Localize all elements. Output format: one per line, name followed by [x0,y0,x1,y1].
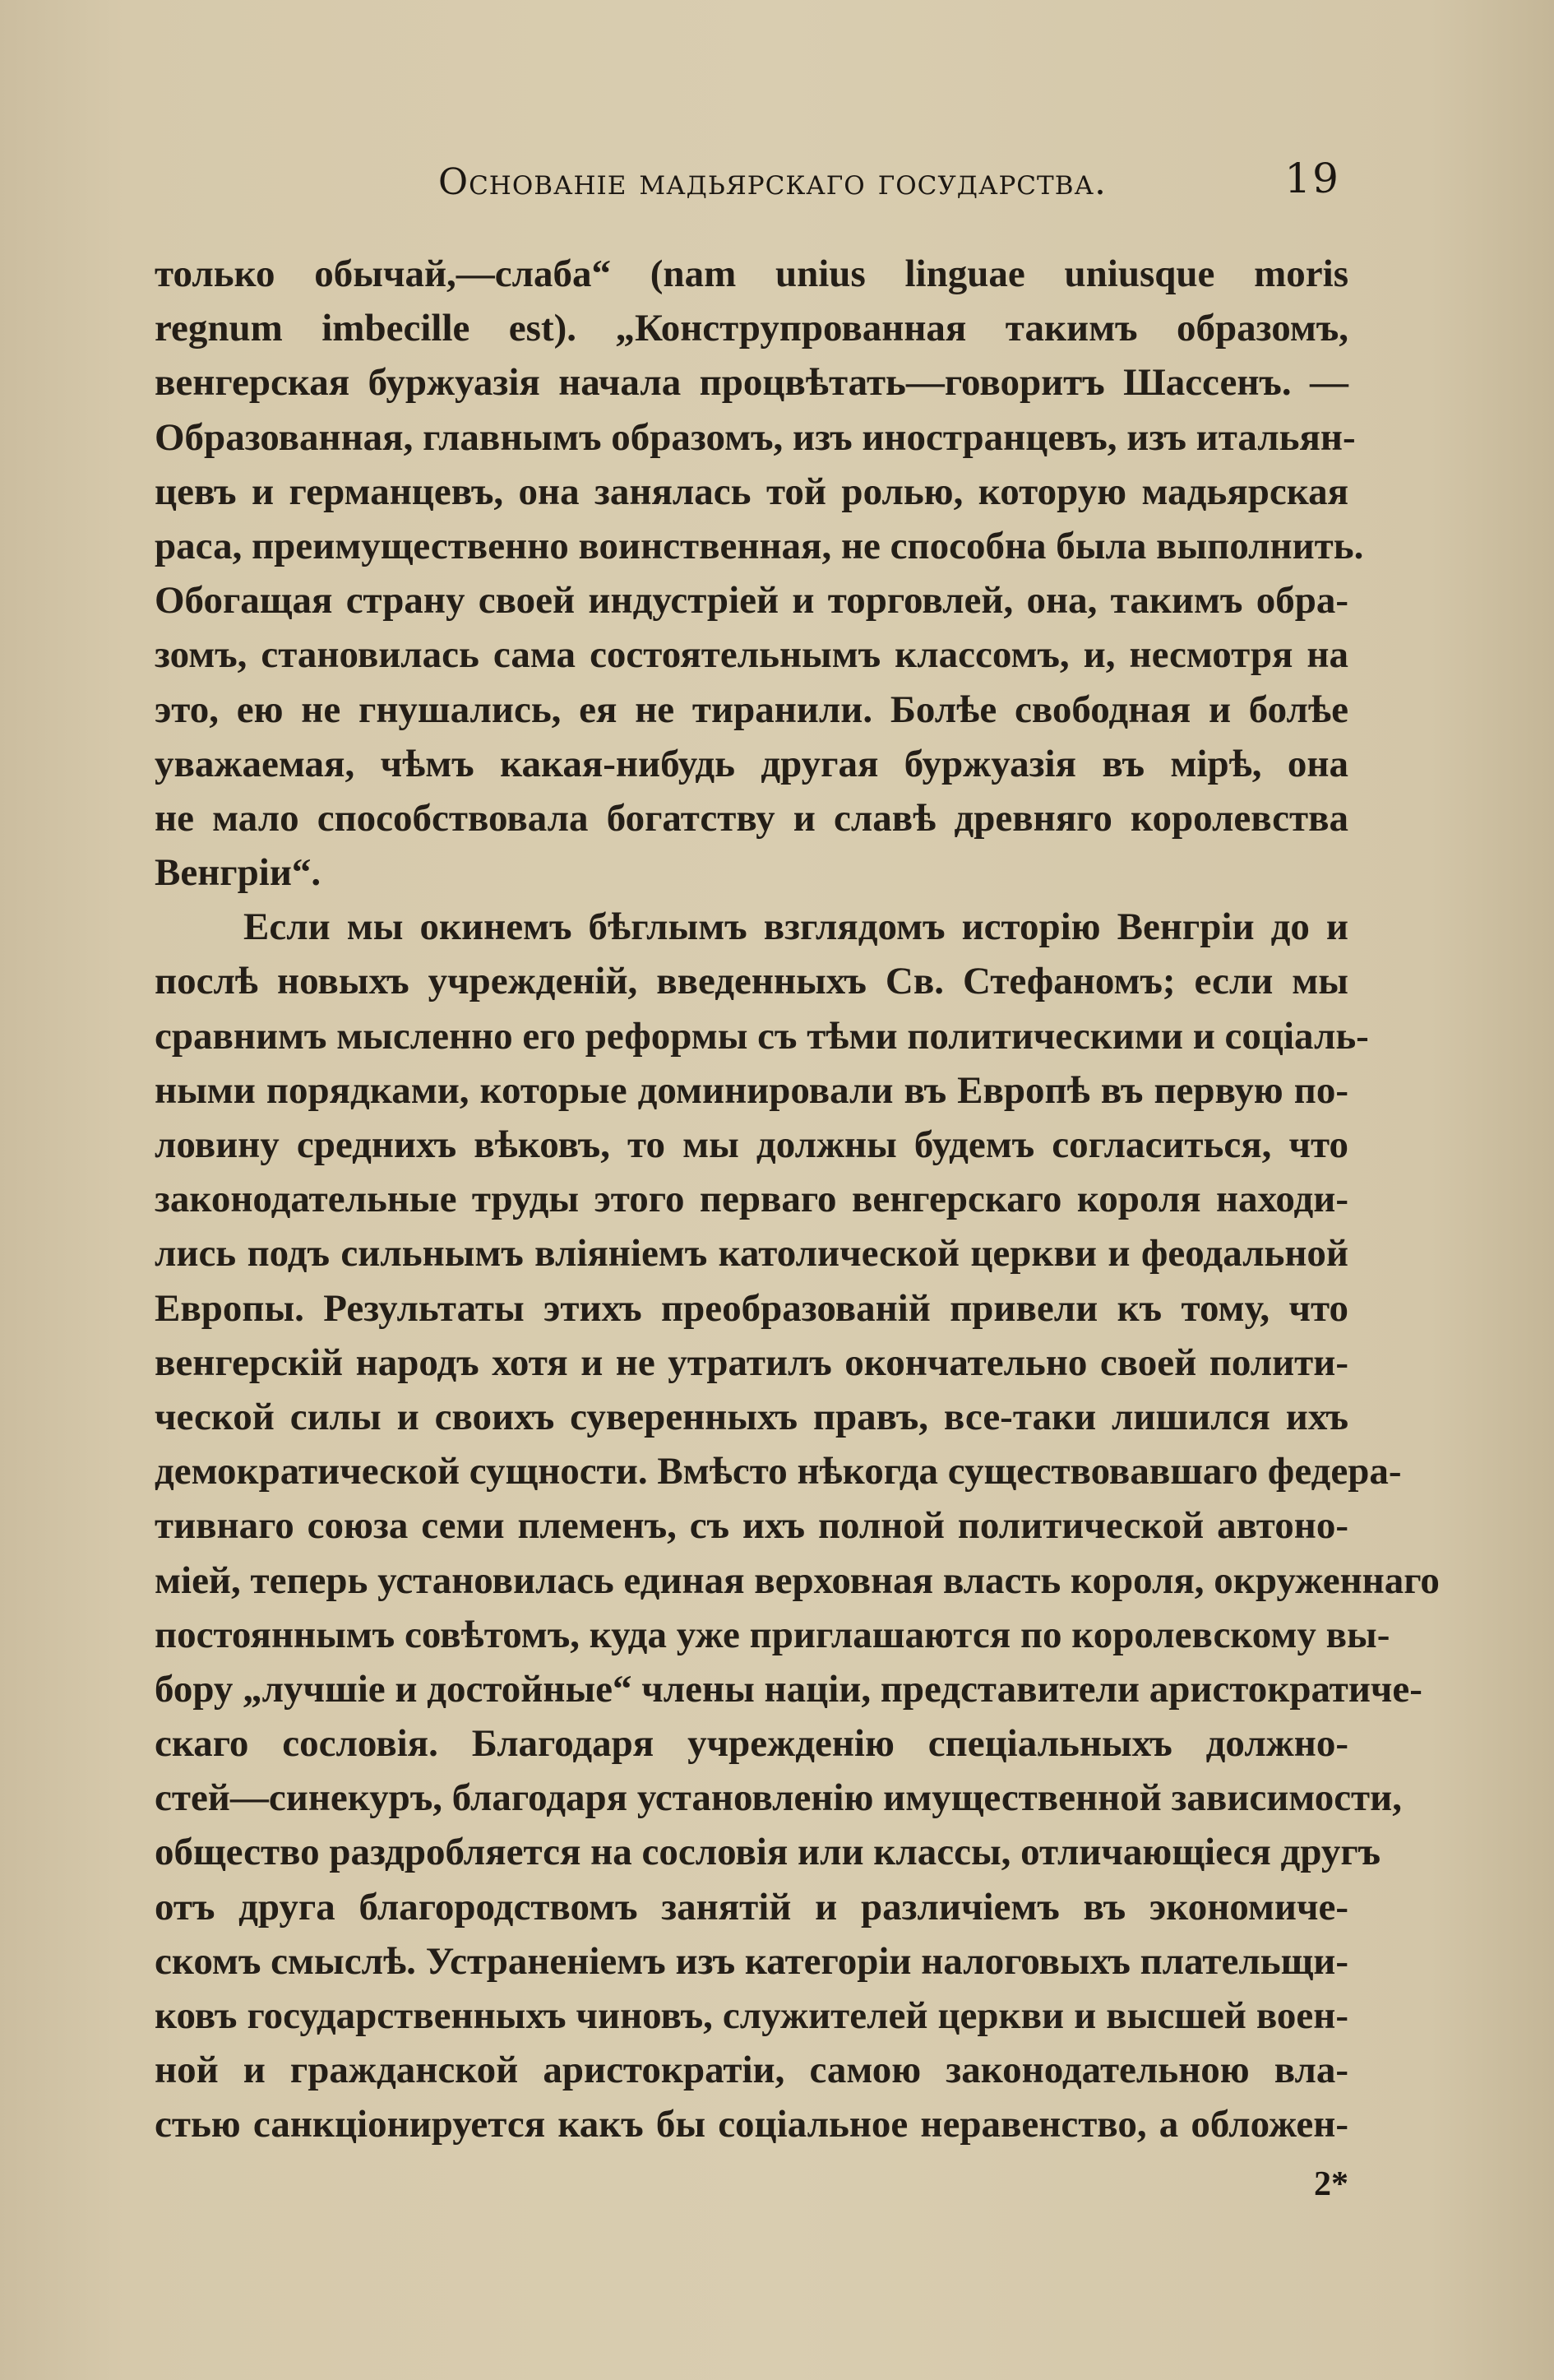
text-line: цевъ и германцевъ, она занялась той ролью, которую мадьярская [155,470,1348,513]
text-line: законодательные труды этого перваго венгерскаго короля находи- [155,1178,1348,1221]
text-line: уважаемая, чѣмъ какая-нибудь другая буржуазія въ мірѣ, она [155,742,1348,785]
page-number: 19 [1284,155,1340,202]
text-line: лись подъ сильнымъ вліяніемъ католической церкви и феодальной [155,1232,1348,1276]
text-line: Образованная, главнымъ образомъ, изъ иностранцевъ, изъ итальян- [155,415,1356,459]
text-line: скомъ смыслѣ. Устраненіемъ изъ категоріи налоговыхъ плательщи- [155,1939,1348,1983]
text-line: отъ друга благородствомъ занятій и различіемъ въ экономиче- [155,1885,1348,1929]
text-line: венгерская буржуазія начала процвѣтать—говоритъ Шассенъ. — [155,361,1348,405]
signature-mark: 2* [1314,2165,1348,2203]
text-line: стью санкціонируется какъ бы соціальное неравенство, а обложен- [155,2103,1348,2146]
body-text [155,247,1440,2152]
text-line: ковъ государственныхъ чиновъ, служителей церкви и высшей воен- [155,1994,1348,2037]
text-line-paragraph-start: Если мы окинемъ бѣглымъ взглядомъ исторію Венгріи до и [243,905,1348,949]
text-line: тивнаго союза семи племенъ, съ ихъ полной политической автоно- [155,1504,1348,1548]
text-line: ной и гражданской аристократіи, самою законодательною вла- [155,2049,1348,2092]
running-head [155,155,1348,220]
text-line: сравнимъ мысленно его реформы съ тѣми политическими и соціаль- [155,1014,1369,1058]
text-line: стей—синекуръ, благодаря установленію имущественной зависимости, [155,1776,1402,1820]
text-line: постояннымъ совѣтомъ, куда уже приглашаются по королевскому вы- [155,1613,1390,1656]
text-line: скаго сословія. Благодаря учрежденію спеціальныхъ должно- [155,1722,1348,1766]
text-line: послѣ новыхъ учрежденій, введенныхъ Св. Стефаномъ; если мы [155,960,1348,1003]
text-line: ловину среднихъ вѣковъ, то мы должны будемъ согласиться, что [155,1123,1348,1166]
text-line: ными порядками, которые доминировали въ Европѣ въ первую по- [155,1068,1348,1112]
text-line: это, ею не гнушались, ея не тиранили. Болѣе свободная и болѣе [155,688,1348,731]
text-line: венгерскій народъ хотя и не утратилъ окончательно своей полити- [155,1340,1348,1384]
text-line: бору „лучшіе и достойные“ члены націи, представители аристократиче- [155,1667,1422,1711]
text-line: общество раздробляется на сословія или классы, отличающіеся другъ [155,1831,1381,1874]
text-line-paragraph-end: Венгріи“. [155,851,321,895]
text-line: Обогащая страну своей индустріей и торговлей, она, такимъ обра- [155,579,1348,623]
text-line: regnum imbecille est). „Конструпрованная такимъ образомъ, [155,307,1348,350]
text-line: раса, преимущественно воинственная, не способна была выполнить. [155,524,1364,567]
running-title: Основаніе мадьярскаго государства. [438,161,1107,203]
text-line: демократической сущности. Вмѣсто нѣкогда существовавшаго федера- [155,1450,1402,1493]
text-line: ческой силы и своихъ суверенныхъ правъ, все-таки лишился ихъ [155,1395,1348,1438]
text-line: міей, теперь установилась единая верховная власть короля, окруженнаго [155,1558,1440,1602]
text-line: Европы. Результаты этихъ преобразованій привели къ тому, что [155,1286,1348,1330]
text-line: только обычай,—слаба“ (nam unius linguae uniusque moris [155,252,1348,295]
text-line: зомъ, становилась сама состоятельнымъ классомъ, и, несмотря на [155,633,1348,677]
text-line: не мало способствовала богатству и славѣ древняго королевства [155,796,1348,840]
